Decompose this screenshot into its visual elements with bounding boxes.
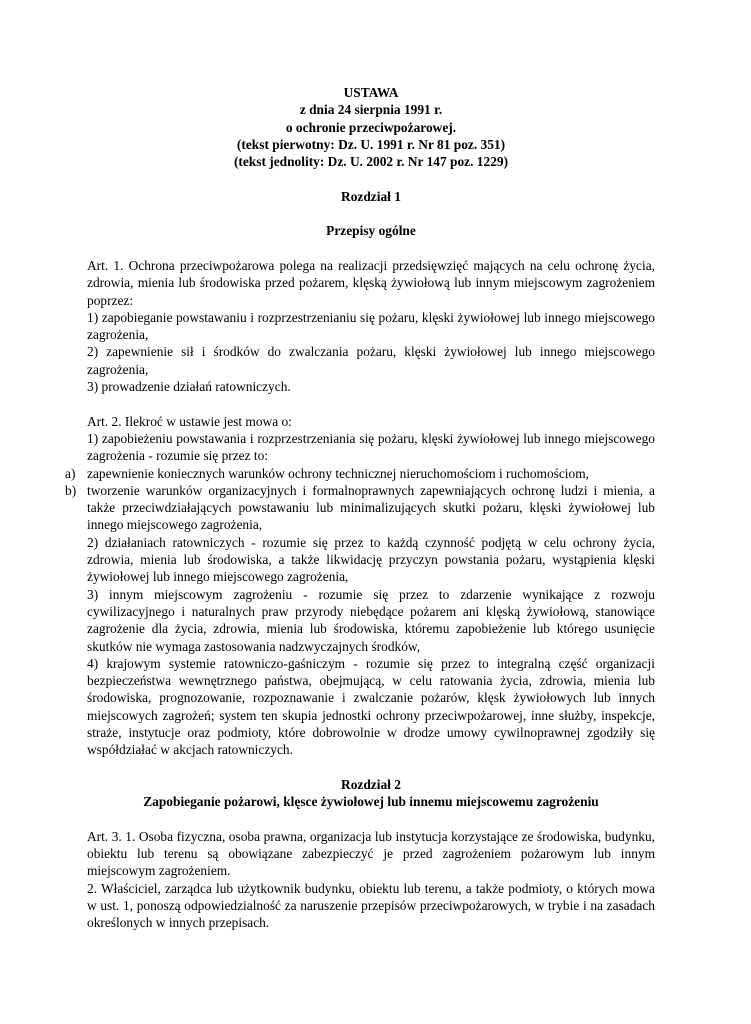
act-header (87, 84, 655, 170)
chapter-2-title: Zapobieganie pożarowi, klęsce żywiołowej lub innemu miejscowemu zagrożeniu (143, 794, 599, 810)
act-type: USTAWA (343, 85, 399, 100)
chapter-1-title: Przepisy ogólne (326, 223, 416, 239)
article-2-item-2: 2) działaniach ratowniczych - rozumie się przez to każdą czynność podjętą w celu ochrony życia, zdrowia, mienia lub środowiska, a także likwidację przyczyn powstania pożaru, wystąpienia klęski żywiołowej lub innego miejscowego zagrożenia, (87, 534, 655, 585)
article-1-item-1: 1) zapobieganie powstawaniu i rozprzestrzenianiu się pożaru, klęski żywiołowej lub innego miejscowego zagrożenia, (87, 309, 655, 343)
chapter-2-number: Rozdział 2 (341, 776, 401, 792)
act-date: z dnia 24 sierpnia 1991 r. (299, 102, 443, 118)
document-body (65, 84, 655, 932)
consolidated-text-reference: (tekst jednolity: Dz. U. 2002 r. Nr 147 poz. 1229) (233, 154, 509, 170)
original-text-reference: (tekst pierwotny: Dz. U. 1991 r. Nr 81 poz. 351) (236, 136, 506, 152)
article-1-item-3: 3) prowadzenie działań ratowniczych. (87, 379, 291, 395)
article-2-item-3: 3) innym miejscowym zagrożeniu - rozumie się przez to zdarzenie wynikające z rozwoju cywilizacyjnego i naturalnych praw przyrody niebędące pożarem ani klęską żywiołową, stanowiące zagrożenie dla życia, zdrowia, mienia lub środowiska, któremu zapobieżenie lub którego usunięcie skutków nie wymaga zastosowania nadzwyczajnych środków, (87, 586, 655, 654)
article-3-paragraph-1: Art. 3. 1. Osoba fizyczna, osoba prawna, organizacja lub instytucja korzystające ze środowiska, budynku, obiektu lub terenu są obowiązane zabezpieczyć je przed zagrożeniem pożarowym lub innym miejscowym zagrożeniem. (87, 828, 655, 879)
article-2-subitem-a (65, 465, 655, 482)
article-2-item-4: 4) krajowym systemie ratowniczo-gaśniczym - rozumie się przez to integralną część organizacji bezpieczeństwa wewnętrznego państwa, obejmującą, w celu ratowania życia, zdrowia, mienia lub środowiska, prognozowanie, rozpoznawanie i zwalczanie pożarów, klęsk żywiołowych lub innych miejscowych zagrożeń; system ten skupia jednostki ochrony przeciwpożarowej, inne służby, inspekcje, straże, instytucje oraz podmioty, które dobrowolnie w drodze umowy cywilnoprawnej zgodziły się współdziałać w akcjach ratowniczych. (87, 655, 655, 758)
act-subject: o ochronie przeciwpożarowej. (285, 119, 457, 135)
article-1-intro: Art. 1. Ochrona przeciwpożarowa polega na realizacji przedsięwzięć mających na celu ochronę życia, zdrowia, mienia lub środowiska przed pożarem, klęską żywiołową lub innym miejscowym zagrożeniem poprzez: (87, 257, 655, 308)
article-3-paragraph-2: 2. Właściciel, zarządca lub użytkownik budynku, obiektu lub terenu, a także podmioty, o których mowa w ust. 1, ponoszą odpowiedzialność za naruszenie przepisów przeciwpożarowych, w trybie i na zasadach określonych w innych przepisach. (87, 880, 655, 931)
article-2-intro: Art. 2. Ilekroć w ustawie jest mowa o: (87, 413, 292, 429)
subitem-b-text: tworzenie warunków organizacyjnych i formalnoprawnych zapewniających ochronę ludzi i mienia, a także przeciwdziałających powstawaniu lub minimalizujących skutki pożaru, klęski żywiołowej lub innego miejscowego zagrożenia, (87, 482, 655, 533)
chapter-1-number: Rozdział 1 (341, 188, 401, 204)
subitem-a-label: a) (65, 465, 76, 481)
article-2-item-1: 1) zapobieżeniu powstawania i rozprzestrzeniania się pożaru, klęski żywiołowej lub innego miejscowego zagrożenia - rozumie się przez to: (87, 430, 655, 464)
article-1-item-2: 2) zapewnienie sił i środków do zwalczania pożaru, klęski żywiołowej lub innego miejscowego zagrożenia, (87, 344, 655, 377)
article-2-subitem-b (65, 482, 655, 534)
subitem-b-label: b) (65, 482, 77, 498)
subitem-a-text: zapewnienie koniecznych warunków ochrony technicznej nieruchomościom i ruchomościom, (87, 465, 589, 481)
